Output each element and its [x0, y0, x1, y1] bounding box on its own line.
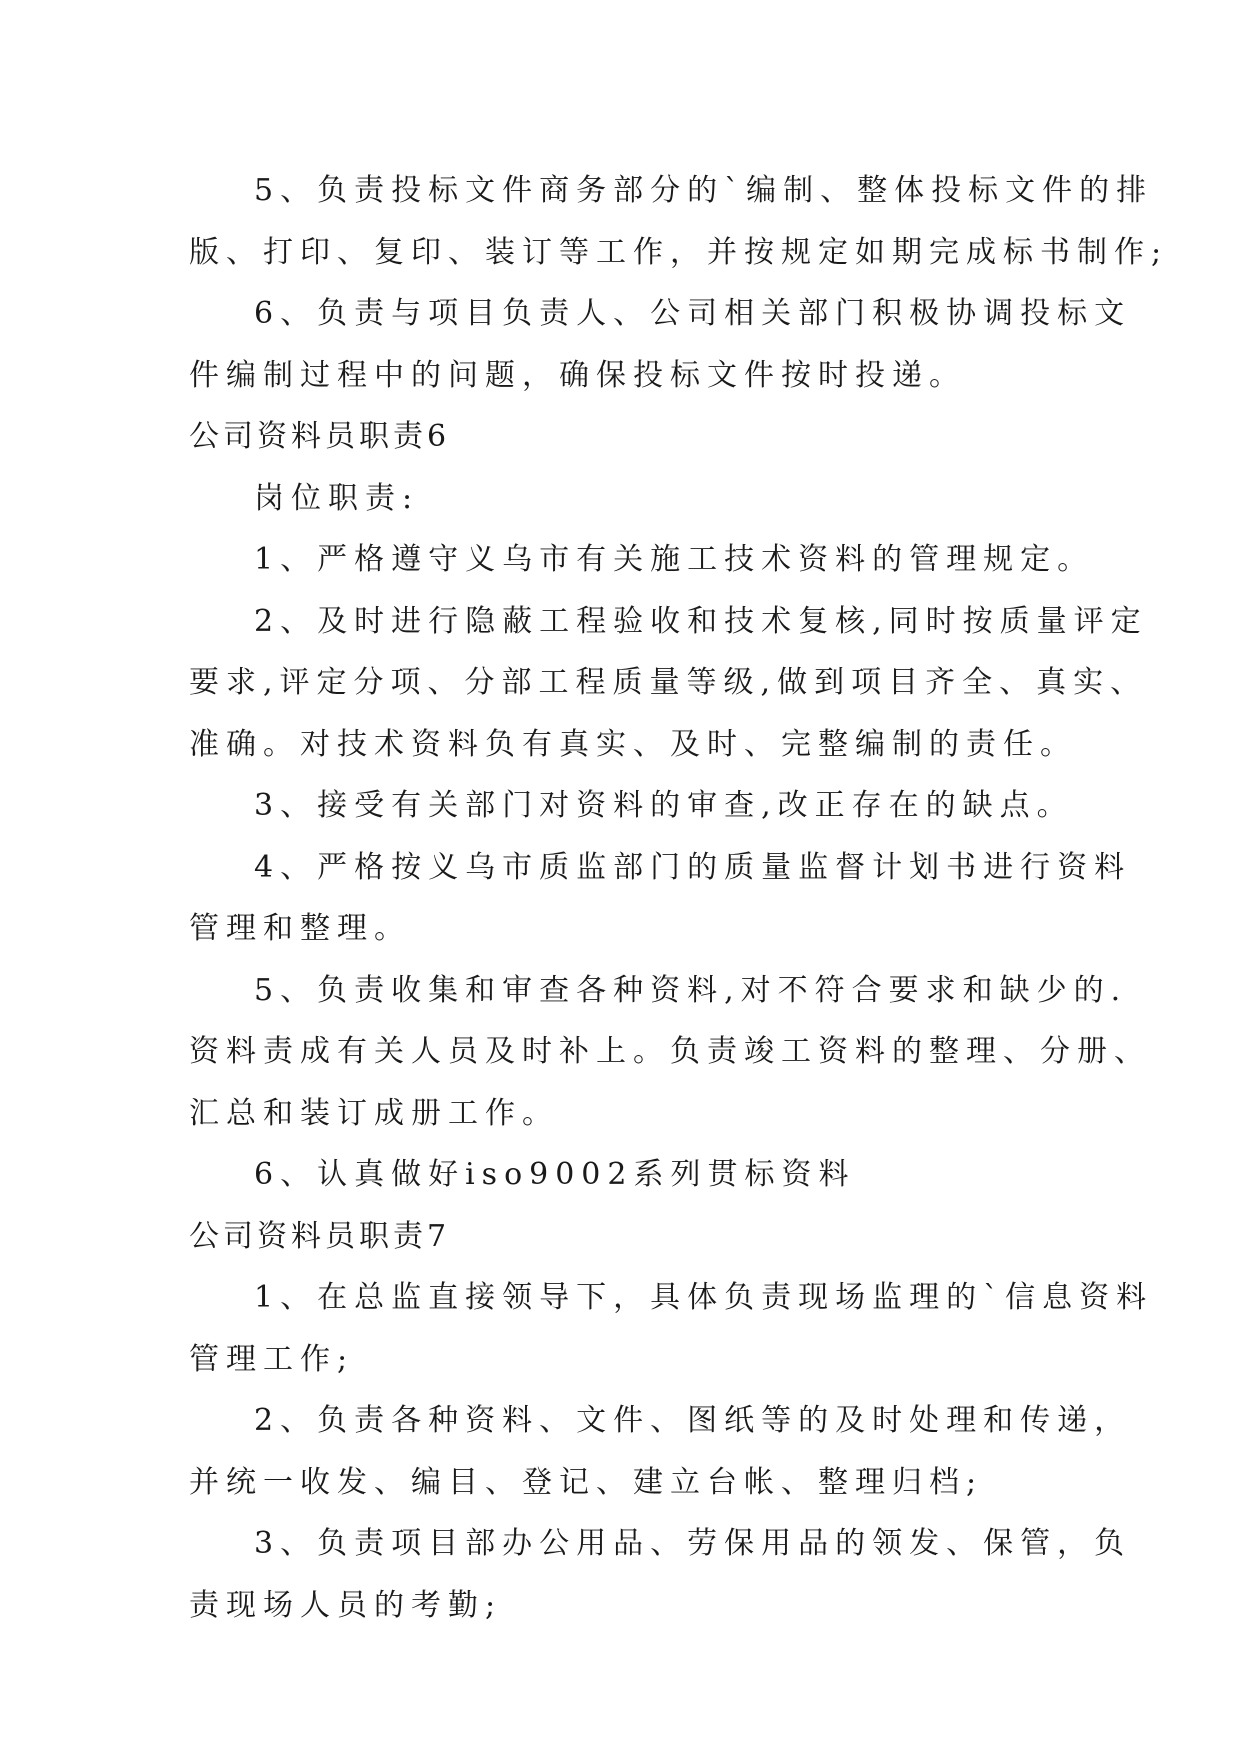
- paragraph-line: 要求,评定分项、分部工程质量等级,做到项目齐全、真实、: [189, 665, 1148, 700]
- document-body: [189, 160, 1169, 1636]
- paragraph-line: 责现场人员的考勤;: [189, 1587, 503, 1623]
- section-heading: 公司资料员职责6: [189, 419, 451, 454]
- paragraph-line: 6、认真做好iso9002系列贯标资料: [254, 1157, 856, 1192]
- section-heading: 公司资料员职责7: [189, 1218, 451, 1254]
- paragraph-line: 1、在总监直接领导下，具体负责现场监理的`信息资料: [254, 1280, 1154, 1315]
- paragraph-line: 3、负责项目部办公用品、劳保用品的领发、保管，负: [254, 1526, 1132, 1561]
- paragraph-line: 岗位职责:: [254, 480, 420, 516]
- paragraph-line: 管理和整理。: [189, 911, 411, 946]
- paragraph-line: 件编制过程中的问题，确保投标文件按时投递。: [189, 357, 966, 393]
- paragraph-line: 并统一收发、编目、登记、建立台帐、整理归档;: [189, 1464, 984, 1500]
- paragraph-line: 准确。对技术资料负有真实、及时、完整编制的责任。: [189, 726, 1077, 762]
- paragraph-line: 1、严格遵守义乌市有关施工技术资料的管理规定。: [254, 542, 1095, 577]
- paragraph-line: 2、及时进行隐蔽工程验收和技术复核,同时按质量评定: [254, 603, 1148, 639]
- paragraph-line: 2、负责各种资料、文件、图纸等的及时处理和传递，: [254, 1403, 1132, 1438]
- paragraph-line: 资料责成有关人员及时补上。负责竣工资料的整理、分册、: [189, 1034, 1151, 1069]
- paragraph-line: 版、打印、复印、装订等工作，并按规定如期完成标书制作;: [189, 234, 1169, 270]
- paragraph-line: 5、负责投标文件商务部分的`编制、整体投标文件的排: [254, 173, 1154, 208]
- paragraph-line: 管理工作;: [189, 1341, 355, 1377]
- paragraph-line: 5、负责收集和审查各种资料,对不符合要求和缺少的.: [254, 972, 1128, 1008]
- paragraph-line: 4、严格按义乌市质监部门的质量监督计划书进行资料: [254, 849, 1132, 885]
- paragraph-line: 3、接受有关部门对资料的审查,改正存在的缺点。: [254, 788, 1074, 823]
- paragraph-line: 6、负责与项目负责人、公司相关部门积极协调投标文: [254, 296, 1132, 331]
- paragraph-line: 汇总和装订成册工作。: [189, 1095, 559, 1131]
